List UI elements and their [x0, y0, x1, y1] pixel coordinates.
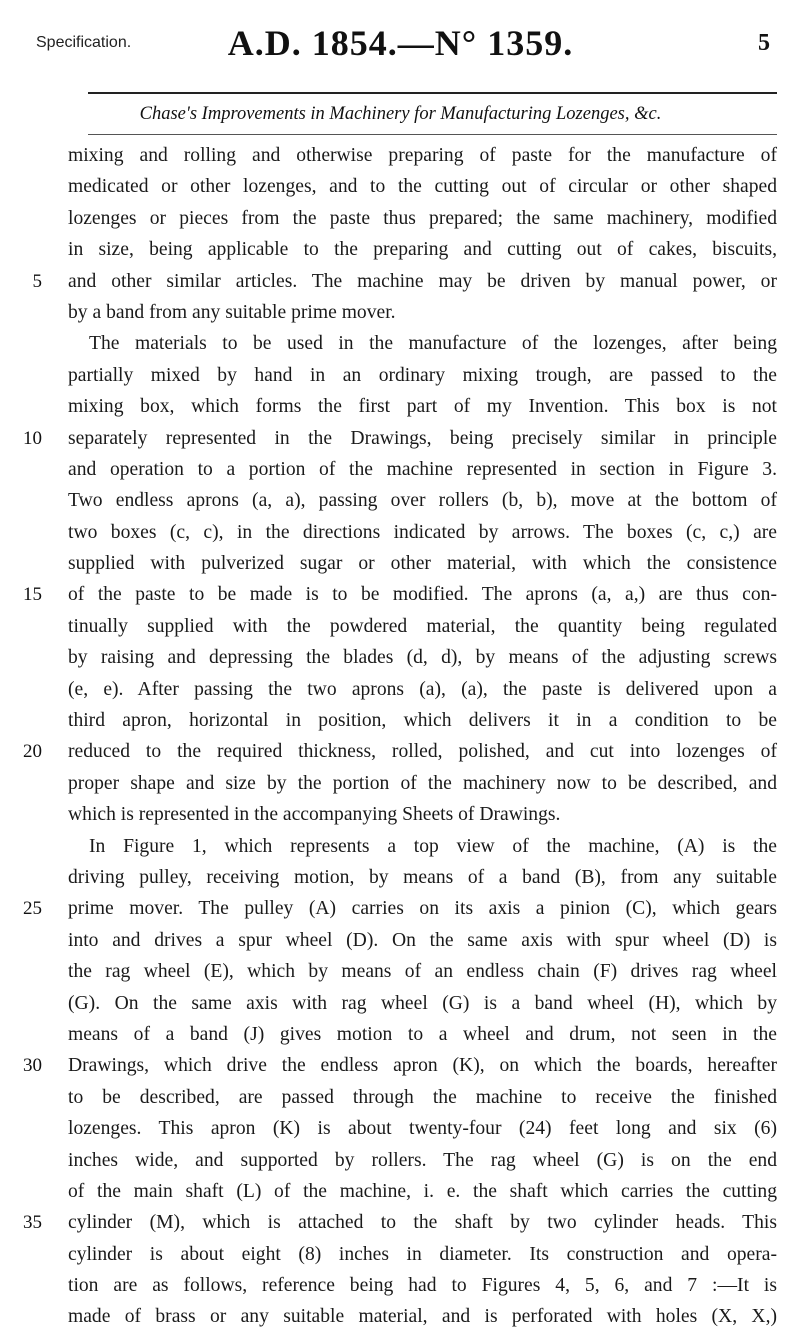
line-text: cylinder is about eight (8) inches in diameter. Its construction and opera- [68, 1243, 777, 1265]
text-line [0, 705, 801, 736]
line-number: 25 [23, 898, 42, 920]
line-text: and other similar articles. The machine may be driven by manual power, or [68, 270, 777, 292]
line-number: 30 [23, 1055, 42, 1077]
line-text: by raising and depressing the blades (d, d), by means of the adjusting screws [68, 647, 777, 669]
text-line [0, 988, 801, 1019]
text-line [0, 140, 801, 171]
line-text: mixing box, which forms the first part of my Invention. This box is not [68, 396, 777, 418]
line-text: to be described, are passed through the machine to receive the finished [68, 1086, 777, 1108]
text-line [0, 674, 801, 705]
line-text: mixing and rolling and otherwise preparing of paste for the manufacture of [68, 145, 777, 166]
text-line [0, 1050, 801, 1081]
running-title: Chase's Improvements in Machinery for Manufacturing Lozenges, &c. [139, 104, 662, 124]
text-line [0, 799, 801, 830]
line-text: Two endless aprons (a, a), passing over rollers (b, b), move at the bottom of [68, 490, 777, 512]
text-line [0, 297, 801, 328]
body-text [0, 140, 801, 1333]
line-number: 15 [23, 584, 42, 606]
line-text: which is represented in the accompanying Sheets of Drawings. [68, 804, 561, 826]
line-text: cylinder (M), which is attached to the shaft by two cylinder heads. This [68, 1212, 777, 1234]
line-text: (G). On the same axis with rag wheel (G) is a band wheel (H), which by [68, 992, 777, 1014]
text-line [0, 768, 801, 799]
line-text: made of brass or any suitable material, and is perforated with holes (X, X,) [68, 1306, 777, 1328]
line-text: reduced to the required thickness, rolled, polished, and cut into lozenges of [68, 741, 777, 763]
text-line [0, 517, 801, 548]
text-line [0, 485, 801, 516]
text-line [0, 328, 801, 359]
line-text: and operation to a portion of the machine represented in section in Figure 3. [68, 458, 777, 480]
line-text: tinually supplied with the powdered material, the quantity being regulated [68, 615, 777, 637]
line-text: lozenges or pieces from the paste thus prepared; the same machinery, modified [68, 207, 777, 229]
page-header [0, 0, 801, 80]
line-text: driving pulley, receiving motion, by means of a band (B), from any suitable [68, 866, 777, 888]
line-text: In Figure 1, which represents a top view of the machine, (A) is the [89, 835, 777, 857]
text-line [0, 1082, 801, 1113]
text-line [0, 925, 801, 956]
line-text: tion are as follows, reference being had to Figures 4, 5, 6, and 7 :—It is [68, 1275, 777, 1297]
line-text: inches wide, and supported by rollers. The rag wheel (G) is on the end [68, 1149, 777, 1171]
line-text: medicated or other lozenges, and to the cutting out of circular or other shaped [68, 176, 777, 198]
line-text: prime mover. The pulley (A) carries on its axis a pinion (C), which gears [68, 898, 777, 920]
line-text: partially mixed by hand in an ordinary mixing trough, are passed to the [68, 364, 777, 386]
text-line [0, 1113, 801, 1144]
line-text: in size, being applicable to the preparing and cutting out of cakes, biscuits, [68, 239, 777, 261]
line-text: of the main shaft (L) of the machine, i. e. the shaft which carries the cutting [68, 1180, 777, 1202]
line-text: two boxes (c, c), in the directions indicated by arrows. The boxes (c, c,) are [68, 521, 777, 543]
text-line [0, 171, 801, 202]
text-line [0, 736, 801, 767]
text-line [0, 454, 801, 485]
line-text: the rag wheel (E), which by means of an endless chain (F) drives rag wheel [68, 961, 777, 983]
line-text: of the paste to be made is to be modified. The aprons (a, a,) are thus con- [68, 584, 777, 606]
line-text: lozenges. This apron (K) is about twenty-four (24) feet long and six (6) [68, 1118, 777, 1140]
line-number: 20 [23, 741, 42, 763]
title-rule [88, 134, 777, 135]
line-number: 10 [23, 427, 42, 449]
text-line [0, 611, 801, 642]
line-text: by a band from any suitable prime mover. [68, 301, 396, 323]
line-number: 5 [32, 270, 42, 292]
header-rule [88, 92, 777, 94]
text-line [0, 1176, 801, 1207]
line-text: separately represented in the Drawings, being precisely similar in principle [68, 427, 777, 449]
line-text: into and drives a spur wheel (D). On the same axis with spur wheel (D) is [68, 929, 777, 951]
line-text: means of a band (J) gives motion to a wheel and drum, not seen in the [68, 1023, 777, 1045]
line-text: third apron, horizontal in position, which delivers it in a condition to be [68, 710, 777, 732]
text-line [0, 579, 801, 610]
text-line [0, 548, 801, 579]
text-line [0, 203, 801, 234]
text-line [0, 1301, 801, 1332]
text-line [0, 831, 801, 862]
text-line [0, 862, 801, 893]
text-line [0, 893, 801, 924]
text-line [0, 642, 801, 673]
line-text: The materials to be used in the manufacture of the lozenges, after being [89, 333, 777, 355]
text-line [0, 266, 801, 297]
text-line [0, 391, 801, 422]
section-label: Specification. [36, 34, 132, 51]
page-number: 5 [758, 30, 770, 56]
line-text: (e, e). After passing the two aprons (a), (a), the paste is delivered upon a [68, 678, 777, 700]
line-number: 35 [23, 1212, 42, 1234]
line-text: supplied with pulverized sugar or other material, with which the consistence [68, 553, 777, 575]
text-line [0, 1270, 801, 1301]
text-line [0, 1019, 801, 1050]
text-line [0, 1145, 801, 1176]
page-title: A.D. 1854.—N° 1359. [227, 23, 574, 63]
text-line [0, 423, 801, 454]
text-line [0, 956, 801, 987]
text-line [0, 1239, 801, 1270]
text-line [0, 234, 801, 265]
line-text: proper shape and size by the portion of the machinery now to be described, and [68, 772, 777, 794]
line-text: Drawings, which drive the endless apron (K), on which the boards, hereafter [68, 1055, 777, 1077]
text-line [0, 360, 801, 391]
text-line [0, 1207, 801, 1238]
